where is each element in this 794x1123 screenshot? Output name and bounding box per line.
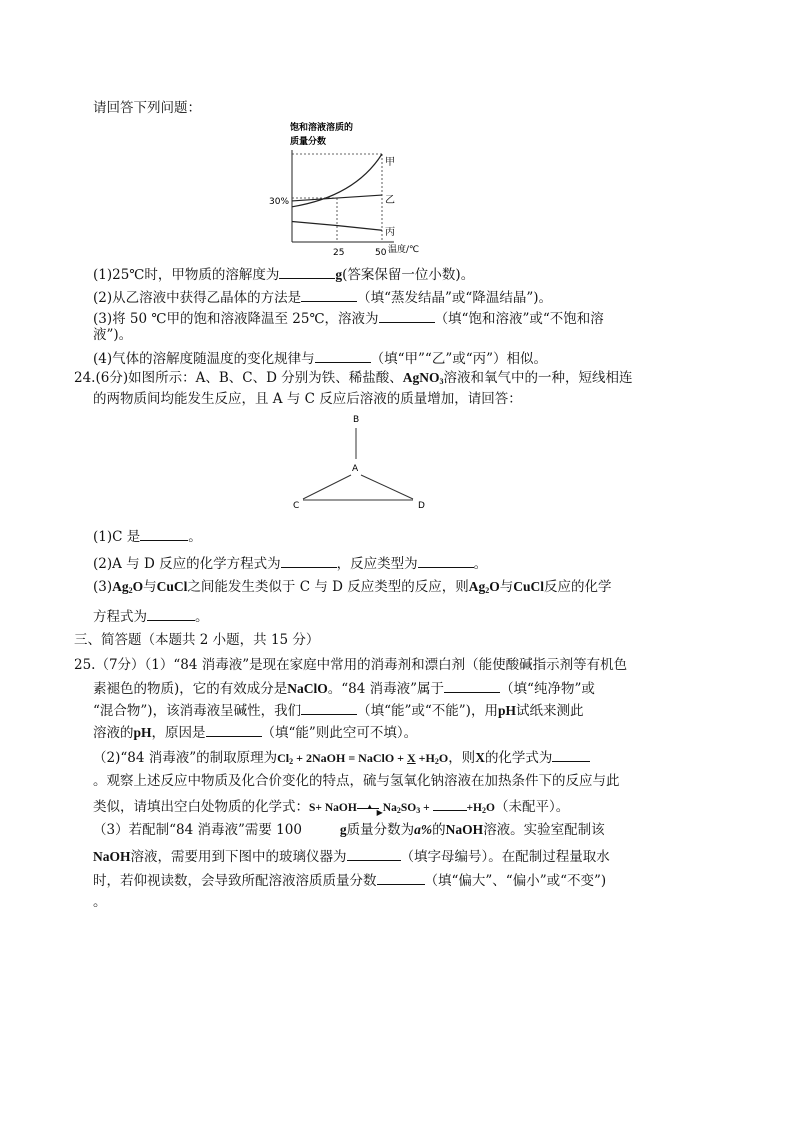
ag2o-formula: $Ag_2O$ (112, 579, 144, 595)
q25-line8: （3）若配制“84 消毒液”需要 100 g质量分数为a%的NaOH溶液。实验室配制该 (93, 822, 605, 838)
reaction-equation-2: S+ NaOH ▶ ▲ $Na_2SO_3 + +H_2O$ (309, 802, 495, 814)
q25-blank-error[interactable] (377, 870, 425, 885)
q25-line10: 时，若仰视读数，会导致所配溶液溶质质量分数 （填“偏大”、“偏小”或“不变”) (93, 870, 606, 890)
naoh-formula-2: NaOH (93, 849, 131, 864)
q25-blank-purity[interactable] (444, 678, 500, 693)
edge-a-c (303, 475, 351, 499)
q23-p1-note: (答案保留一位小数)。 (342, 267, 475, 283)
q23-p3-blank[interactable] (379, 308, 435, 323)
q23-part4 (93, 348, 547, 368)
q23-part3 (93, 308, 604, 328)
series-label-jia: 甲 (385, 157, 395, 168)
q23-p4-note: （填“甲”“乙”或“丙”）相似。 (370, 351, 548, 367)
q25-blank-can[interactable] (301, 700, 357, 715)
q23-p4-text: (4)气体的溶解度随温度的变化规律与 (93, 351, 315, 367)
ag2o-formula-2: $Ag_2O$ (468, 579, 500, 595)
q23-p1-blank[interactable] (279, 264, 335, 279)
q24-part3: $(3)Ag_2O$与CuCl之间能发生类似于 C 与 D 反应类型的反应，则$Ag_2O$与CuCl反应的化学 (93, 579, 612, 595)
q24-stem-a: 24.(6分)如图所示：A、B、C、D 分别为铁、稀盐酸、 (74, 370, 403, 386)
q23-p2-blank[interactable] (301, 287, 357, 302)
q23-p1-text: (1)25℃时，甲物质的溶解度为 (93, 267, 280, 283)
q24-p2-text: (2)A 与 D 反应的化学方程式为 (93, 556, 281, 572)
naclo-formula: NaClO (287, 681, 328, 696)
q25-line4: 溶液的pH，原因是 （填“能”则此空可不填）。 (93, 722, 417, 742)
solubility-chart (262, 118, 422, 258)
cucl-formula: CuCl (156, 579, 188, 594)
q25-line3: “混合物”)，该消毒液呈碱性，我们 （填“能”或“不能”)，用pH试纸来测此 (93, 700, 583, 720)
chart-ylabel-line1: 饱和溶液溶质的 (290, 123, 354, 133)
series-label-bing: 丙 (385, 227, 395, 238)
node-b: B (353, 415, 360, 425)
node-a: A (352, 464, 359, 474)
reaction-diagram (285, 408, 435, 520)
q23-p3-note: （填“饱和溶液”或“不饱和溶 (434, 311, 604, 327)
q24-stem-b: 溶液和氧气中的一种，短线相连 (443, 370, 633, 386)
q25-line1: 25.（7分）（1）“84 消毒液”是现在家庭中常用的消毒剂和漂白剂（能使酸碱指示剂等有机色 (74, 657, 628, 673)
q24-p1-text: (1)C 是 (93, 529, 141, 545)
reaction-equation-1: $Cl_2$ + 2NaOH = NaClO + $X +H_2O$ (277, 751, 449, 766)
q23-part2 (93, 287, 552, 307)
chart-ytick-30: 30% (269, 197, 290, 207)
q25-line11: 。 (93, 894, 107, 910)
edge-a-d (361, 475, 413, 499)
q23-part3-cont: 液”)。 (93, 327, 133, 343)
q25-blank-x[interactable] (552, 747, 590, 762)
q24-p3-blank[interactable] (147, 606, 195, 621)
q24-part1: (1)C 是 。 (93, 526, 202, 546)
q24-stem (74, 369, 632, 391)
q25-line9: NaOH溶液，需要用到下图中的玻璃仪器为 （填字母编号）。在配制过程量取水 (93, 846, 610, 866)
q23-p4-blank[interactable] (315, 348, 371, 363)
q24-part3-cont: 方程式为 。 (93, 606, 209, 626)
q25-line7: 类似，请填出空白处物质的化学式：S+ NaOH ▶ ▲ $Na_2SO_3 + +H_2O$（未配平）。 (93, 796, 569, 820)
chart-xtick-25: 25 (333, 248, 345, 258)
q24-p2-blank-eq[interactable] (281, 553, 337, 568)
q25-blank-product[interactable] (433, 796, 467, 811)
q24-stem-cont: 的两物质间均能发生反应，且 A 与 C 反应后溶液的质量增加，请回答： (93, 391, 522, 407)
series-label-yi: 乙 (385, 195, 395, 206)
q24-part2: (2)A 与 D 反应的化学方程式为 ，反应类型为 。 (93, 553, 487, 573)
q23-p1-unit: g (335, 267, 343, 282)
section-3-heading: 三、简答题（本题共 2 小题，共 15 分） (74, 632, 320, 648)
q23-p3-text: (3)将 50 ℃甲的饱和溶液降温至 25℃，溶液为 (93, 311, 379, 327)
q25-blank-reason[interactable] (206, 722, 262, 737)
q23-p2-note: （填“蒸发结晶”或“降温结晶”)。 (357, 290, 552, 306)
node-d: D (418, 501, 425, 511)
node-c: C (293, 501, 300, 511)
q23-part1 (93, 264, 474, 284)
chart-xlabel: 温度/℃ (388, 245, 420, 255)
cucl-formula-2: CuCl (513, 579, 545, 594)
q23-p2-text: (2)从乙溶液中获得乙晶体的方法是 (93, 290, 302, 306)
q24-p1-blank[interactable] (140, 526, 188, 541)
naoh-formula: NaOH (445, 822, 484, 837)
chart-xtick-50: 50 (375, 248, 387, 258)
ph-label: pH (497, 703, 516, 718)
intro-text: 请回答下列问题： (93, 100, 201, 116)
q24-p2-blank-type[interactable] (418, 553, 474, 568)
q25-blank-glassware[interactable] (347, 846, 401, 861)
ph-label-2: pH (133, 725, 152, 740)
chart-ylabel-line2: 质量分数 (290, 137, 327, 147)
agno3-formula: AgNO$_3$ (402, 370, 444, 386)
q25-line2: 素褪色的物质)，它的有效成分是NaClO。“84 消毒液”属于 （填“纯净物”或 (93, 678, 595, 698)
q25-line5: （2)“84 消毒液”的制取原理为$Cl_2$ + 2NaOH = NaClO + $X +H_2O$，则X的化学式为 (93, 747, 590, 771)
q25-line6: 。观察上述反应中物质及化合价变化的特点，硫与氢氧化钠溶液在加热条件下的反应与此 (93, 773, 620, 789)
